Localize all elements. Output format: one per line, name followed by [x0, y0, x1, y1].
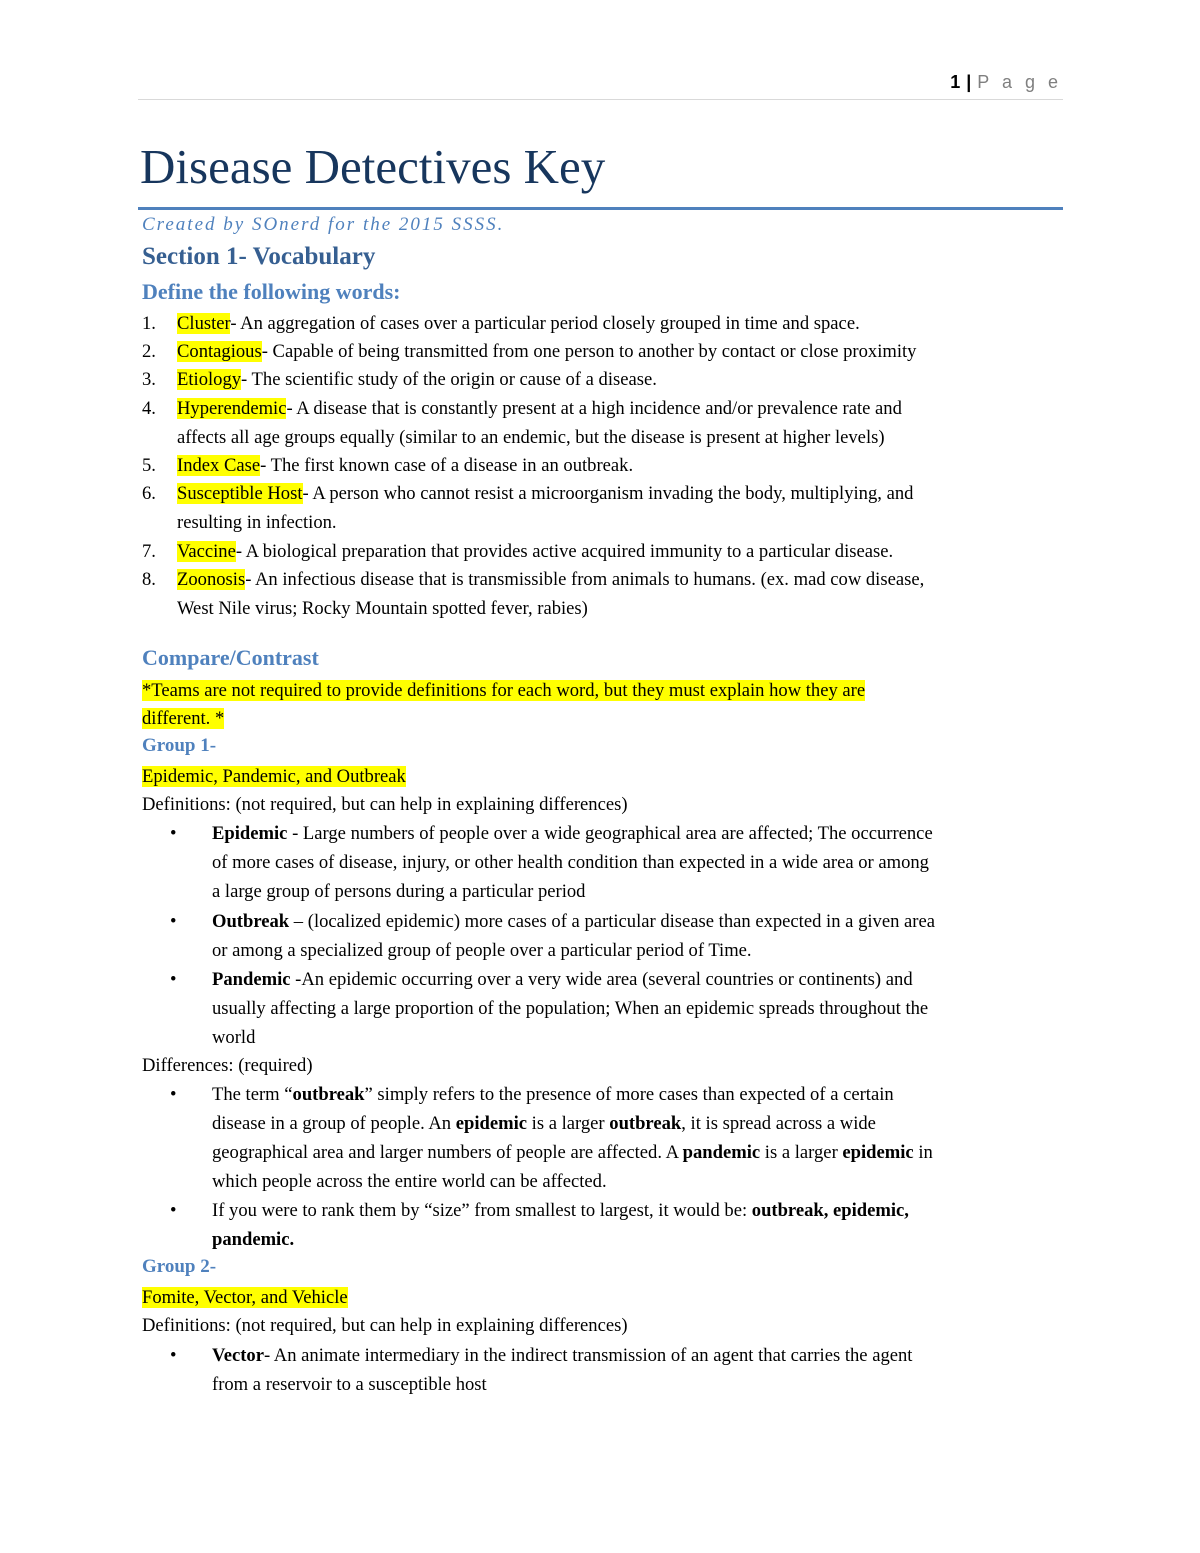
- page-number: 1: [950, 72, 961, 92]
- vocab-term: Vaccine: [177, 541, 236, 562]
- title-rule: [138, 207, 1063, 210]
- vocab-definition: - The scientific study of the origin or cause of a disease.: [241, 369, 657, 390]
- vocab-definition: - An infectious disease that is transmissible from animals to humans. (ex. mad cow disease,: [245, 569, 925, 590]
- group-2-label: Group 2-: [142, 1256, 217, 1277]
- item-number: 3.: [142, 369, 156, 390]
- vocab-definition: - The first known case of a disease in an outbreak.: [260, 455, 634, 476]
- group-2-terms: Fomite, Vector, and Vehicle: [142, 1287, 348, 1308]
- vocab-term: Susceptible Host: [177, 483, 303, 504]
- vocab-definition: - Capable of being transmitted from one person to another by contact or close proximity: [261, 341, 917, 362]
- header-separator: |: [966, 72, 972, 92]
- vocab-definition: - A disease that is constantly present at a high incidence and/or prevalence rate and: [286, 398, 902, 419]
- group-1-definitions-label: Definitions: (not required, but can help in explaining differences): [142, 794, 628, 815]
- vocab-term: Index Case: [177, 455, 261, 476]
- document-page: 1 | P a g e Disease Detectives Key Created by SOnerd for the 2015 SSSS. Section 1- Vocabulary Define the following words: 1. Cluster- An aggregation of cases over a particular period closely grouped in time and space. 2. Contagious- Capable of being transmitted from one person to another by contact or close proximity 3. Etiology- The scientific study of the origin or cause of a disease. 4. Hyperendemic- A disease that is constantly present at a high incidence and/or prevalence rate and affects all age groups equally (similar to an endemic, but the disease is present at higher levels) 5. Index Case- The first known case of a disease in an outbreak. 6. Susceptible Host- A person who cannot resist a microorganism invading the body, multiplying, and resulting in infection. 7. Vaccine- A biological preparation that provides active acquired immunity to a particular disease. 8. Zoonosis- An infectious disease that is transmissible from animals to humans. (ex. mad cow disease, West Nile virus; Rocky Mountain spotted fever, rabies) Compare/Contrast *Teams are not required to provide definitions for each word, but they must explain how they are different. * Group 1- Epidemic, Pandemic, and Outbreak Definitions: (not required, but can help in explaining differences) • Epidemic - Large numbers of people over a wide geographical area are affected; The occurrence of more cases of disease, injury, or other health condition than expected in a wide area or among a large group of persons during a particular period • Outbreak – (localized epidemic) more cases of a particular disease than expected in a given area or among a specialized group of people over a particular period of Time. • Pandemic -An epidemic occurring over a very wide area (several countries or continents) and usually affecting a large proportion of the population; When an epidemic spreads throughout the world Differences: (required) • The term “outbreak” simply refers to the presence of more cases than expected of a certain disease in a group of people. An epidemic is a larger outbreak, it is spread across a wide geographical area and larger numbers of people are affected. A pandemic is a larger epidemic in which people across the entire world can be affected. • If you were to rank them by “size” from smallest to largest, it would be: outbreak, epidemic, pandemic. Group 2- Fomite, Vector, and Vehicle Definitions: (not required, but can help in explaining differences) • Vector- An animate intermediary in the indirect transmission of an agent that carries the agent from a reservoir to a susceptible host: [140, 72, 1062, 1395]
- vocab-definition: - An aggregation of cases over a particular period closely grouped in time and space.: [230, 313, 860, 334]
- group-1-label: Group 1-: [142, 735, 217, 756]
- vocab-term: Hyperendemic: [177, 398, 287, 419]
- item-number: 6.: [142, 483, 156, 504]
- bullet-icon: •: [170, 823, 177, 844]
- document-subtitle: Created by SOnerd for the 2015 SSSS.: [142, 214, 505, 235]
- definition-term: Epidemic: [212, 823, 288, 844]
- group-2-definitions-label: Definitions: (not required, but can help in explaining differences): [142, 1315, 628, 1336]
- page-word: P a g e: [977, 72, 1062, 92]
- definition-term: Vector: [212, 1345, 264, 1366]
- compare-contrast-heading: Compare/Contrast: [142, 645, 319, 670]
- subheading-define: Define the following words:: [142, 279, 401, 304]
- item-number: 7.: [142, 541, 156, 562]
- vocab-term: Contagious: [177, 341, 262, 362]
- definition-term: Outbreak: [212, 911, 290, 932]
- item-number: 4.: [142, 398, 156, 419]
- vocab-definition: resulting in infection.: [177, 512, 337, 533]
- document-title: Disease Detectives Key: [140, 139, 606, 194]
- item-number: 8.: [142, 569, 156, 590]
- vocab-term: Etiology: [177, 369, 242, 390]
- bullet-icon: •: [170, 969, 177, 990]
- bullet-icon: •: [170, 1084, 177, 1105]
- bullet-icon: •: [170, 1345, 177, 1366]
- vocab-definition: - A biological preparation that provides active acquired immunity to a particular disease.: [235, 541, 894, 562]
- group-1-terms: Epidemic, Pandemic, and Outbreak: [142, 766, 406, 787]
- vocab-definition: affects all age groups equally (similar to an endemic, but the disease is present at higher levels): [177, 427, 885, 448]
- header-rule: [138, 99, 1063, 100]
- vocab-definition: West Nile virus; Rocky Mountain spotted fever, rabies): [177, 598, 588, 619]
- note-line: *Teams are not required to provide definitions for each word, but they must explain how they are: [142, 680, 866, 701]
- item-number: 1.: [142, 313, 156, 334]
- section-heading: Section 1- Vocabulary: [142, 243, 376, 270]
- bullet-icon: •: [170, 1200, 177, 1221]
- page-number-header: [950, 72, 1062, 93]
- differences-label: Differences: (required): [142, 1055, 313, 1076]
- note-line: different. *: [142, 708, 225, 729]
- definition-term: Pandemic: [212, 969, 291, 990]
- item-number: 2.: [142, 341, 156, 362]
- vocab-definition: - A person who cannot resist a microorganism invading the body, multiplying, and: [302, 483, 914, 504]
- vocab-term: Zoonosis: [177, 569, 246, 590]
- item-number: 5.: [142, 455, 156, 476]
- vocab-term: Cluster: [177, 313, 231, 334]
- bullet-icon: •: [170, 911, 177, 932]
